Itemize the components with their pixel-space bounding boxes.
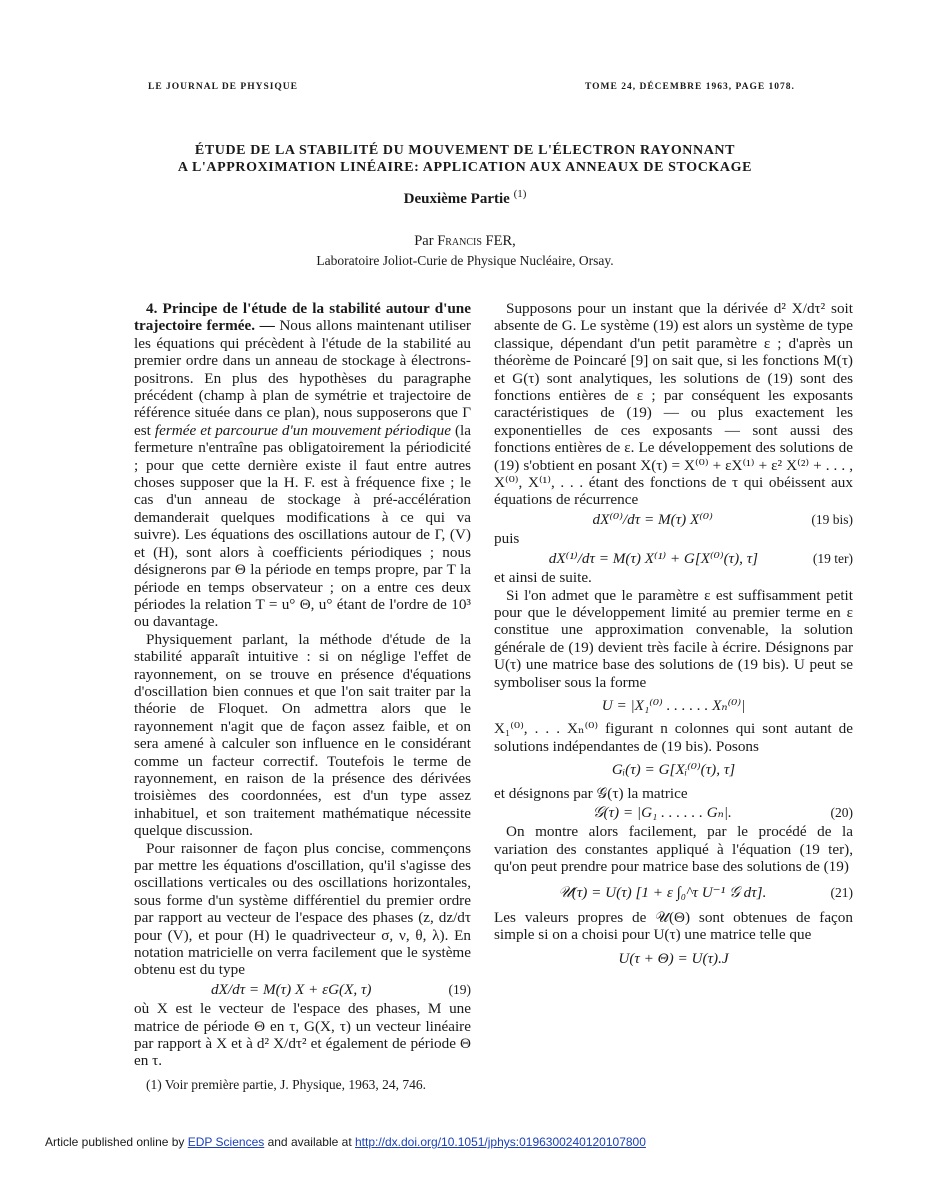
left-column: [134, 300, 471, 1093]
paragraph-vector: où X est le vecteur de l'espace des phases, M une matrice de période Θ en τ, G(X, τ) un vecteur linéaire par rapport à X et à d² X/dτ² et également de période Θ en τ.: [134, 1000, 471, 1070]
equation-number: (20): [830, 804, 853, 820]
paragraph-variation: On montre alors facilement, par le procédé de la variation des constantes appliqué à l'équation (19 ter), qu'on peut prendre pour matrice base des solutions de (19): [494, 823, 853, 876]
author-line: [0, 233, 930, 250]
paragraph-physical: Physiquement parlant, la méthode d'étude de la stabilité apparaît intuitive : si on néglige l'effet de rayonnement, on se trouve en présence d'équations d'oscillation bien connues et que l'on sait traiter par la théorie de Floquet. On admettra alors que le rayonnement n'agit que de façon assez faible, et on sera amené à calculer son influence en le considérant comme un facteur correctif. Toutefois le terme de rayonnement, en raison de la présence des dérivées troisièmes des coordonnées, est d'un type assez inhabituel, et son traitement mathématique nécessite quelque discussion.: [134, 630, 471, 840]
equation-number: (19 ter): [812, 550, 853, 566]
title-line-2: A L'APPROXIMATION LINÉAIRE: APPLICATION AUX ANNEAUX DE STOCKAGE: [177, 160, 753, 175]
equation-U: U = |X₁⁽⁰⁾ . . . . . . Xₙ⁽⁰⁾|: [601, 696, 746, 714]
emphasis-text: fermée et parcourue d'un mouvement périodique: [154, 421, 451, 439]
part-heading: [0, 188, 930, 208]
equation-19-bis: [494, 511, 853, 528]
equation-expression: dX⁽⁰⁾/dτ = M(τ) X⁽⁰⁾: [592, 510, 713, 528]
equation-number: (21): [830, 884, 853, 900]
paragraph-suppose: Supposons pour un instant que la dérivée d² X/dτ² soit absente de G. Le système (19) est alors un système de type classique, dépendant d'un petit paramètre ε ; d'après un théorème de Poincaré [9] on sait que, si les fonctions M(τ) et G(τ) sont analytiques, les solutions de (19) sont des fonctions entières de ε ; par conséquent les exposants caractéristiques de (19) — ou plus exactement les exponentielles de ces exposants — sont aussi des fonctions entières de ε. Le développement des solutions de (19) s'obtient en posant X(τ) = X⁽⁰⁾ + εX⁽¹⁾ + ε² X⁽²⁾ + . . . , X⁽⁰⁾, X⁽¹⁾, . . . étant des fonctions de τ qui obéissent aux équations de récurrence: [494, 300, 853, 509]
publisher-footer: [45, 1135, 646, 1149]
equation-21: [494, 884, 853, 901]
equation-number: (19 bis): [811, 511, 853, 527]
equation-19-ter: [494, 550, 853, 567]
section-heading: 4. Principe de l'étude de la stabilité autour d'une trajectoire fermée. —: [134, 300, 471, 335]
equation-expression: dX⁽¹⁾/dτ = M(τ) X⁽¹⁾ + G[X⁽⁰⁾(τ), τ]: [548, 549, 759, 567]
journal-name: LE JOURNAL DE PHYSIQUE: [148, 82, 299, 92]
text-and-so-on: et ainsi de suite.: [494, 569, 592, 587]
equation-periodic: U(τ + Θ) = U(τ).J: [618, 949, 729, 967]
text-span: (la fermeture n'entraîne pas obligatoirement la périodicité ; pour que cette dernière existe il faut entre autres choses supposer que la H. F. est à fréquence fixe ; le cas d'un anneau de stockage à pré-accélération demanderait quelques modifications à ce qui va suivre). Les équations des oscillations autour de Γ, (V) et (H), sont alors à coefficients périodiques ; nous désignerons par Θ la période en temps propre, par T la période en temps observateur ; on a entre ces deux périodes la relation T = u° Θ, u° étant de l'ordre de 10³ ou davantage.: [134, 421, 471, 631]
equation-expression: 𝒰(τ) = U(τ) [1 + ε ∫₀^τ U⁻¹ 𝒢 dτ].: [558, 883, 767, 901]
text-span: Nous allons maintenant utiliser les équations qui précèdent à l'étude de la stabilité au premier ordre dans un anneau de stockage à électrons-positrons. En plus des hypothèses du paragraphe précédent (champ à plan de symétrie et trajectoire de référence située dans ce plan), nous supposerons que Γ est: [134, 317, 471, 439]
paragraph-columns: X₁⁽⁰⁾, . . . Xₙ⁽⁰⁾ figurant n colonnes qui sont autant de solutions indépendantes de (19 bis). Posons: [494, 720, 853, 755]
part-footnote-ref: (1): [513, 188, 527, 200]
paragraph-principle: [134, 300, 471, 631]
equation-expression: 𝒢(τ) = |G₁ . . . . . . Gₙ|.: [592, 803, 732, 821]
right-column: [494, 300, 853, 973]
paragraph-approximation: Si l'on admet que le paramètre ε est suffisamment petit pour que le développement limité au premier terme en ε constitue une approximation convenable, la solution générale de (19) devient très facile à écrire. Désignons par U(τ) une matrice base des solutions de (19 bis). U peut se symboliser sous la forme: [494, 586, 853, 691]
equation-20: [494, 804, 853, 821]
paragraph-matrix: et désignons par 𝒢(τ) la matrice: [494, 784, 688, 802]
title-line-1: ÉTUDE DE LA STABILITÉ DU MOUVEMENT DE L'ÉLECTRON RAYONNANT: [194, 143, 736, 158]
author-affiliation: Laboratoire Joliot-Curie de Physique Nucléaire, Orsay.: [316, 253, 614, 268]
equation-Gi: Gᵢ(τ) = G[Xᵢ⁽⁰⁾(τ), τ]: [611, 761, 736, 779]
part-label: Deuxième Partie: [403, 191, 510, 207]
footer-text: and available at: [264, 1135, 355, 1149]
equation-number: (19): [448, 981, 471, 997]
issue-info: TOME 24, DÉCEMBRE 1963, PAGE 1078.: [585, 82, 795, 92]
equation-expression: dX/dτ = M(τ) X + εG(X, τ): [211, 980, 372, 998]
edp-sciences-link[interactable]: EDP Sciences: [187, 1135, 265, 1149]
author-name: Francis FER,: [437, 233, 516, 249]
footnote: (1) Voir première partie, J. Physique, 1963, 24, 746.: [146, 1076, 426, 1092]
author-prefix: Par: [414, 233, 434, 249]
equation-19: [134, 981, 471, 998]
paragraph-concise: Pour raisonner de façon plus concise, commençons par mettre les équations d'oscillation, qu'il s'agisse des oscillations verticales ou des oscillations horizontales, sous forme d'un système différentiel du premier ordre par rapport au vecteur de l'espace des phases (z, dz/dτ pour (V), et pour (H) le quadrivecteur σ, ν, θ, λ). En notation matricielle on verra facilement que le système obtenu est du type: [134, 839, 471, 979]
text-puis: puis: [494, 530, 520, 548]
doi-link[interactable]: http://dx.doi.org/10.1051/jphys:0196300240120107800: [354, 1135, 646, 1149]
footer-text: Article published online by: [45, 1135, 188, 1149]
paragraph-eigenvalues: Les valeurs propres de 𝒰(Θ) sont obtenues de façon simple si on a choisi pour U(τ) une matrice telle que: [494, 909, 853, 944]
